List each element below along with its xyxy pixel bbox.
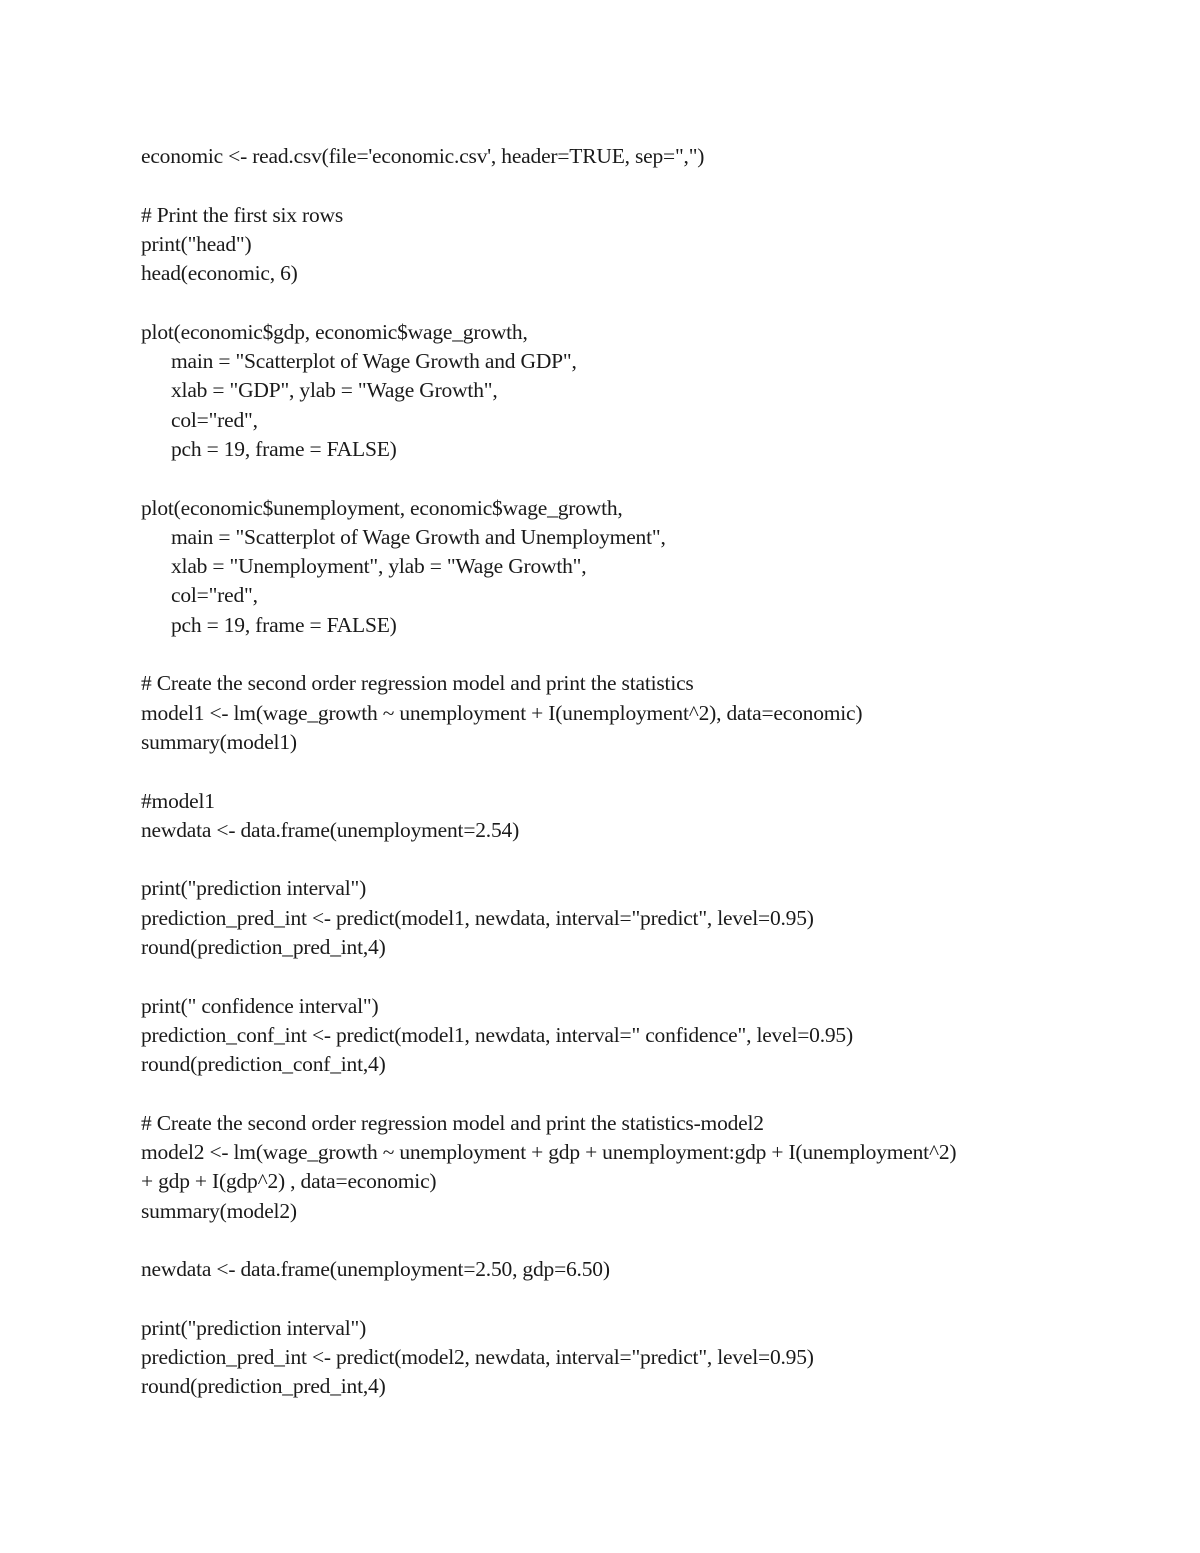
code-line: round(prediction_pred_int,4) bbox=[141, 1374, 386, 1399]
code-line: main = "Scatterplot of Wage Growth and Unemployment", bbox=[171, 524, 666, 549]
blank-line bbox=[141, 464, 1141, 493]
blank-line bbox=[141, 962, 1141, 991]
code-line: col="red", bbox=[171, 583, 258, 608]
code-line: + gdp + I(gdp^2) , data=economic) bbox=[141, 1169, 437, 1194]
code-block bbox=[141, 1314, 1141, 1402]
code-line: prediction_pred_int <- predict(model1, newdata, interval="predict", level=0.95) bbox=[141, 905, 814, 930]
code-line: prediction_pred_int <- predict(model2, newdata, interval="predict", level=0.95) bbox=[141, 1345, 814, 1370]
code-line: summary(model1) bbox=[141, 729, 297, 754]
blank-line bbox=[141, 640, 1141, 669]
blank-line bbox=[141, 171, 1141, 200]
code-line: newdata <- data.frame(unemployment=2.50, gdp=6.50) bbox=[141, 1257, 610, 1282]
code-line: prediction_conf_int <- predict(model1, newdata, interval=" confidence", level=0.95) bbox=[141, 1022, 853, 1047]
blank-line bbox=[141, 1226, 1141, 1255]
code-line: # Create the second order regression model and print the statistics-model2 bbox=[141, 1110, 764, 1135]
code-line: round(prediction_conf_int,4) bbox=[141, 1052, 386, 1077]
code-block bbox=[141, 874, 1141, 962]
code-line: col="red", bbox=[171, 407, 258, 432]
code-block bbox=[141, 992, 1141, 1080]
code-line: print(" confidence interval") bbox=[141, 993, 379, 1018]
code-line: pch = 19, frame = FALSE) bbox=[171, 612, 397, 637]
code-line: pch = 19, frame = FALSE) bbox=[171, 436, 397, 461]
code-block bbox=[141, 201, 1141, 289]
code-block bbox=[141, 669, 1141, 757]
blank-line bbox=[141, 1080, 1141, 1109]
code-line: # Print the first six rows bbox=[141, 202, 344, 227]
blank-line bbox=[141, 1285, 1141, 1314]
code-line: main = "Scatterplot of Wage Growth and GDP", bbox=[171, 349, 577, 374]
blank-line bbox=[141, 288, 1141, 317]
code-line: round(prediction_pred_int,4) bbox=[141, 935, 386, 960]
code-line: plot(economic$unemployment, economic$wage_growth, bbox=[141, 495, 623, 520]
code-line: # Create the second order regression model and print the statistics bbox=[141, 671, 694, 696]
code-line: xlab = "GDP", ylab = "Wage Growth", bbox=[171, 378, 498, 403]
code-line: model1 <- lm(wage_growth ~ unemployment + I(unemployment^2), data=economic) bbox=[141, 700, 863, 725]
code-line: print("prediction interval") bbox=[141, 1315, 367, 1340]
code-line: model2 <- lm(wage_growth ~ unemployment + gdp + unemployment:gdp + I(unemployment^2) bbox=[141, 1140, 957, 1165]
code-line: summary(model2) bbox=[141, 1198, 297, 1223]
code-line: economic <- read.csv(file='economic.csv', header=TRUE, sep=",") bbox=[141, 144, 705, 168]
code-block bbox=[141, 1255, 1141, 1284]
code-line: newdata <- data.frame(unemployment=2.54) bbox=[141, 817, 520, 842]
blank-line bbox=[141, 757, 1141, 786]
code-block bbox=[141, 142, 1141, 171]
code-line: print("head") bbox=[141, 231, 252, 256]
blank-line bbox=[141, 845, 1141, 874]
code-block bbox=[141, 318, 1141, 464]
code-block bbox=[141, 1109, 1141, 1226]
code-line: plot(economic$gdp, economic$wage_growth, bbox=[141, 319, 528, 344]
code-line: #model1 bbox=[141, 788, 215, 813]
code-line: head(economic, 6) bbox=[141, 261, 298, 286]
code-line: print("prediction interval") bbox=[141, 876, 367, 901]
code-line: xlab = "Unemployment", ylab = "Wage Growth", bbox=[171, 554, 587, 579]
code-block bbox=[141, 494, 1141, 640]
code-block bbox=[141, 787, 1141, 846]
r-script-body bbox=[141, 142, 1141, 1402]
